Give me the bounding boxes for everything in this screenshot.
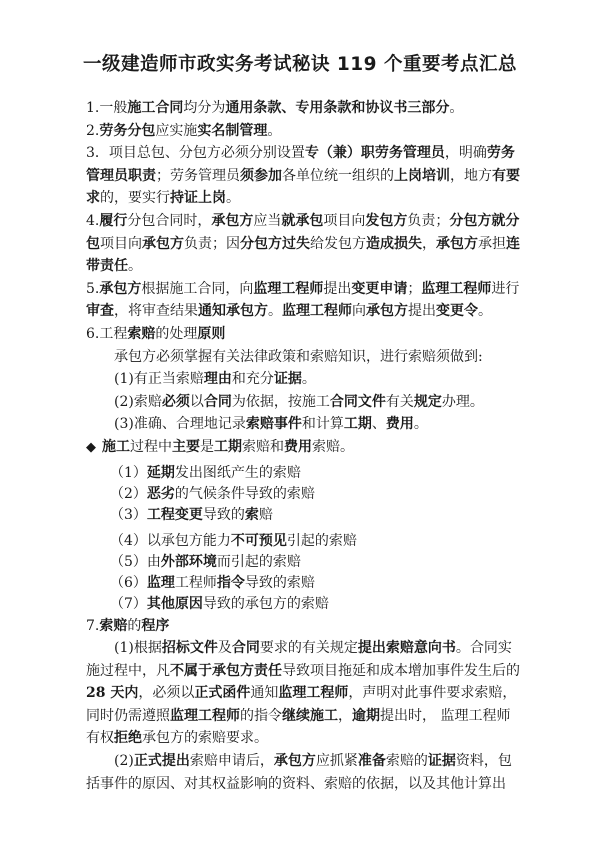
list-item: （1）延期发出图纸产生的索赔 bbox=[110, 464, 301, 481]
point-6-item-3: (3)准确、合理地记录索赔事件和计算工期、费用。 bbox=[114, 416, 428, 433]
diamond-bullet-icon: ◆ bbox=[86, 439, 96, 455]
list-item: （2）恶劣的气候条件导致的索赔 bbox=[110, 485, 315, 502]
point-3: 3．项目总包、分包方必须分别设置专（兼）职劳务管理员，明确劳务管理员职责；劳务管理员须参加各单位统一组织的上岗培训，地方有要求的，要实行持证上岗。 bbox=[86, 145, 520, 207]
point-6-heading: 6.工程索赔的处理原则 bbox=[86, 325, 226, 342]
list-item: （7）其他原因导致的承包方的索赔 bbox=[110, 595, 329, 612]
bullet-claim-types: ◆ 施工过程中主要是工期索赔和费用索赔。 bbox=[86, 438, 354, 455]
page-title: 一级建造师市政实务考试秘诀 119 个重要考点汇总 bbox=[82, 54, 517, 75]
list-item: （3）工程变更导致的索赔 bbox=[110, 506, 273, 523]
point-7-step-2: (2)正式提出索赔申请后，承包方应抓紧准备索赔的证据资料，包括事件的原因、对其权益影响的资料、索赔的依据，以及其他计算出 bbox=[86, 753, 512, 792]
list-item: （4）以承包方能力不可预见引起的索赔 bbox=[110, 532, 357, 549]
document-body bbox=[86, 97, 521, 795]
claim-causes-list bbox=[86, 463, 521, 615]
point-6-item-1: (1)有正当索赔理由和充分证据。 bbox=[114, 371, 316, 388]
list-item: （5）由外部环境而引起的索赔 bbox=[110, 553, 301, 570]
point-7-heading: 7.索赔的程序 bbox=[86, 617, 170, 634]
list-item: （6）监理工程师指令导致的索赔 bbox=[110, 574, 315, 591]
point-6-intro: 承包方必须掌握有关法律政策和索赔知识，进行索赔须做到: bbox=[114, 348, 483, 365]
point-5: 5.承包方根据施工合同，向监理工程师提出变更申请；监理工程师进行审查，将审查结果通知承包方。监理工程师向承包方提出变更令。 bbox=[86, 280, 520, 320]
point-4: 4.履行分包合同时，承包方应当就承包项目向发包方负责；分包方就分包项目向承包方负责；因分包方过失给发包方造成损失，承包方承担连带责任。 bbox=[86, 212, 520, 275]
point-6-item-2: (2)索赔必须以合同为依据，按施工合同文件有关规定办理。 bbox=[114, 393, 484, 410]
point-2: 2.劳务分包应实施实名制管理。 bbox=[86, 122, 282, 139]
point-1: 1.一般施工合同均分为通用条款、专用条款和协议书三部分。 bbox=[86, 100, 464, 116]
point-7-step-1: (1)根据招标文件及合同要求的有关规定提出索赔意向书。合同实施过程中，凡不属于承包方责任导致项目拖延和成本增加事件发生后的28 天内，必须以正式函件通知监理工程师，声明对此事件要求索赔，同时仍需遵照监理工程师的指令继续施工，逾期提出时， 监理工程师有权拒绝承包方的索赔要求。 bbox=[86, 640, 520, 747]
